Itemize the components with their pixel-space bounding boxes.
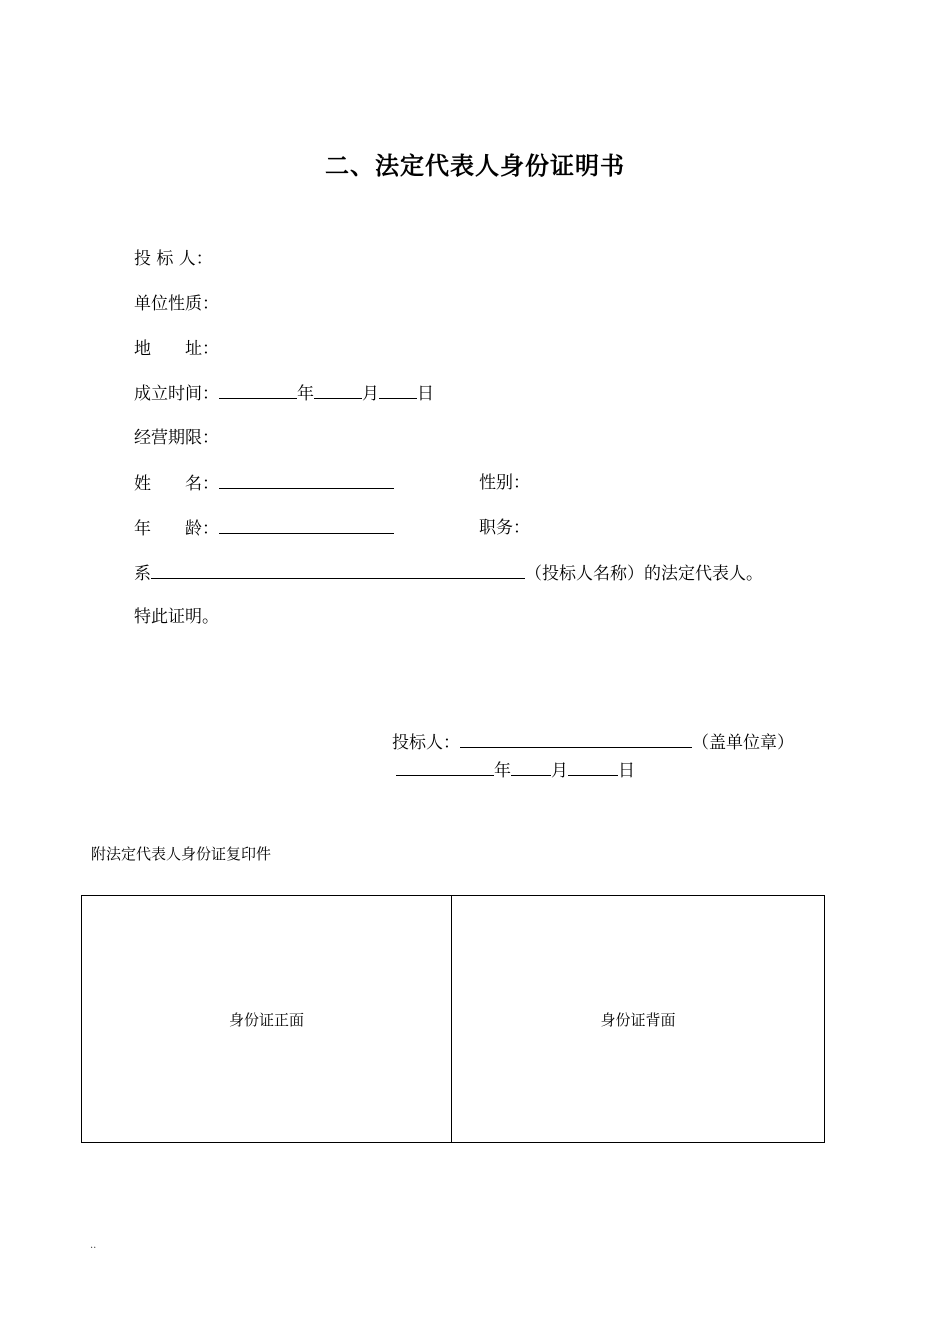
gender-label: 性别： — [479, 473, 530, 493]
signature-year-blank[interactable] — [396, 758, 494, 776]
established-year-label: 年 — [297, 384, 314, 404]
id-front-label: 身份证正面 — [228, 1010, 304, 1029]
belongs-prefix: 系 — [134, 564, 151, 584]
term-label: 经营期限： — [134, 428, 219, 448]
belongs-row — [134, 561, 763, 586]
signature-day-blank[interactable] — [568, 758, 618, 776]
id-copy-table — [81, 895, 825, 1143]
name-blank[interactable] — [219, 471, 394, 489]
unit-nature-label: 单位性质： — [134, 294, 219, 314]
age-blank[interactable] — [219, 516, 394, 534]
id-front-cell — [82, 896, 452, 1142]
established-row — [134, 381, 434, 406]
certify-text: 特此证明。 — [134, 607, 219, 627]
established-day-blank[interactable] — [379, 381, 417, 399]
attachment-heading: 附法定代表人身份证复印件 — [91, 845, 272, 863]
signature-row — [392, 730, 794, 755]
established-year-blank[interactable] — [219, 381, 297, 399]
established-day-label: 日 — [417, 384, 434, 404]
id-back-cell — [452, 896, 824, 1142]
signature-blank[interactable] — [460, 730, 692, 748]
signature-day-label: 日 — [618, 761, 635, 781]
position-label: 职务： — [479, 518, 530, 538]
bidder-label: 投 标 人： — [134, 249, 213, 269]
established-month-label: 月 — [362, 384, 379, 404]
name-label: 姓 名： — [134, 474, 219, 494]
bidder-name-blank[interactable] — [151, 561, 525, 579]
age-label: 年 龄： — [134, 519, 219, 539]
name-row — [134, 471, 394, 496]
id-back-label: 身份证背面 — [600, 1010, 676, 1029]
established-month-blank[interactable] — [314, 381, 362, 399]
established-label: 成立时间： — [134, 384, 219, 404]
signature-year-label: 年 — [494, 761, 511, 781]
age-row — [134, 516, 394, 541]
signature-bidder-label: 投标人： — [392, 733, 460, 753]
signature-month-blank[interactable] — [511, 758, 551, 776]
signature-month-label: 月 — [551, 761, 568, 781]
footer-mark: .. — [90, 1240, 97, 1251]
seal-label: （盖单位章） — [692, 733, 794, 753]
signature-date-row — [396, 758, 635, 783]
page-title: 二、法定代表人身份证明书 — [325, 152, 625, 180]
address-label: 地 址： — [134, 339, 219, 359]
belongs-suffix: （投标人名称）的法定代表人。 — [525, 564, 763, 584]
